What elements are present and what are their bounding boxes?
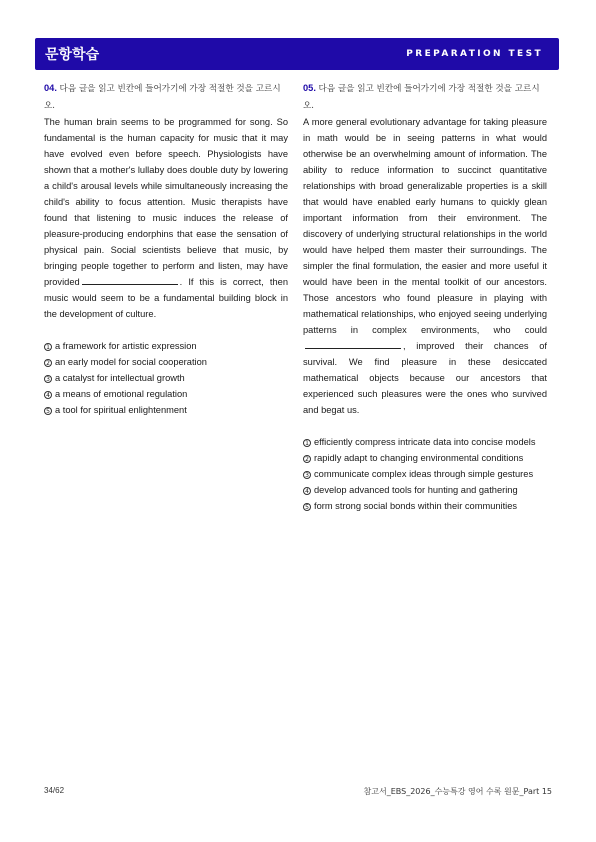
choice-number-circle: 4: [303, 487, 311, 495]
passage-text-after: , improved their chances of survival. We find pleasure in these desiccated mathematical objects because our ancestors that experienced such pleasures were the ones who survived and begat us.: [303, 341, 547, 415]
header-tag: PREPARATION TEST: [406, 49, 543, 59]
choice-number-circle: 2: [44, 359, 52, 367]
choice-text: a means of emotional regulation: [55, 389, 188, 399]
choice-number-circle: 4: [44, 391, 52, 399]
choice-number-circle: 2: [303, 455, 311, 463]
choice-number-circle: 3: [44, 375, 52, 383]
choice-text: form strong social bonds within their communities: [314, 501, 518, 511]
page-header: [35, 38, 559, 70]
question-number: 05.: [303, 83, 316, 93]
choice-number-circle: 3: [303, 471, 311, 479]
question-instruction: 다음 글을 읽고 빈칸에 들어가기에 가장 적절한 것을 고르시오.: [303, 84, 540, 111]
passage-text-after: . If this is correct, then music would seem to be a fundamental building block in the development of culture.: [44, 277, 288, 319]
question-instruction: 다음 글을 읽고 빈칸에 들어가기에 가장 적절한 것을 고르시오.: [44, 84, 281, 111]
choice-text: an early model for social cooperation: [55, 357, 207, 367]
passage-text-before: The human brain seems to be programmed for song. So fundamental is the human capacity for music that it may have evolved even before speech. Physiologists have shown that a mother's lullaby does double duty by lowering a child's arousal levels while simultaneously increasing the child's ability to focus attention. Music therapists have found that listening to music induces the release of pleasure-producing endorphins that ease the sensation of physical pain. Social scientists believe that music, by bringing people together to perform and listen, may have provided: [44, 117, 288, 287]
source-label: 참고서_EBS_2026_수능특강 영어 수록 원문_Part 15: [363, 787, 552, 796]
choice-text: develop advanced tools for hunting and gathering: [314, 485, 518, 495]
question-04-choices: [44, 338, 288, 418]
choice-item[interactable]: [44, 402, 288, 418]
choice-item[interactable]: [44, 370, 288, 386]
choice-number-circle: 5: [303, 503, 311, 511]
question-05-choices: [303, 434, 547, 514]
question-number: 04.: [44, 83, 57, 93]
choice-text: a framework for artistic expression: [55, 341, 197, 351]
answer-blank: [305, 339, 401, 349]
passage-text-before: A more general evolutionary advantage for taking pleasure in math would be in seeing patterns in what would otherwise be an overwhelming amount of information. The ability to reduce information to succinct quantitative relationships with broad generalizable properties is a skill that would have enabled early humans to quickly glean important information from their environment. The discovery of underlying structural relationships in the world would have helped them master their surroundings. The simpler the final formulation, the easier and more useful it would have been in the mental toolkit of our ancestors. Those ancestors who found pleasure in playing with mathematical relationships, who enjoyed seeing underlying patterns in complex environments, who could: [303, 117, 547, 335]
choice-number-circle: 5: [44, 407, 52, 415]
choice-text: communicate complex ideas through simple gestures: [314, 469, 534, 479]
choice-text: a tool for spiritual enlightenment: [55, 405, 187, 415]
question-04: [44, 80, 288, 418]
page-number: 34/62: [44, 786, 65, 795]
choice-item[interactable]: [303, 498, 547, 514]
answer-blank: [82, 275, 178, 285]
choice-text: rapidly adapt to changing environmental conditions: [314, 453, 524, 463]
choice-item[interactable]: [44, 354, 288, 370]
choice-item[interactable]: [44, 386, 288, 402]
header-title: 문항학습: [45, 47, 100, 63]
choice-item[interactable]: [303, 434, 547, 450]
choice-item[interactable]: [303, 450, 547, 466]
question-04-instruction: [44, 80, 288, 114]
question-05: [303, 80, 547, 514]
choice-item[interactable]: [303, 466, 547, 482]
choice-number-circle: 1: [44, 343, 52, 351]
choice-text: efficiently compress intricate data into concise models: [314, 437, 536, 447]
question-05-passage: [303, 114, 547, 418]
choice-item[interactable]: [303, 482, 547, 498]
choice-number-circle: 1: [303, 439, 311, 447]
question-04-passage: [44, 114, 288, 322]
choice-text: a catalyst for intellectual growth: [55, 373, 185, 383]
choice-item[interactable]: [44, 338, 288, 354]
question-05-instruction: [303, 80, 547, 114]
